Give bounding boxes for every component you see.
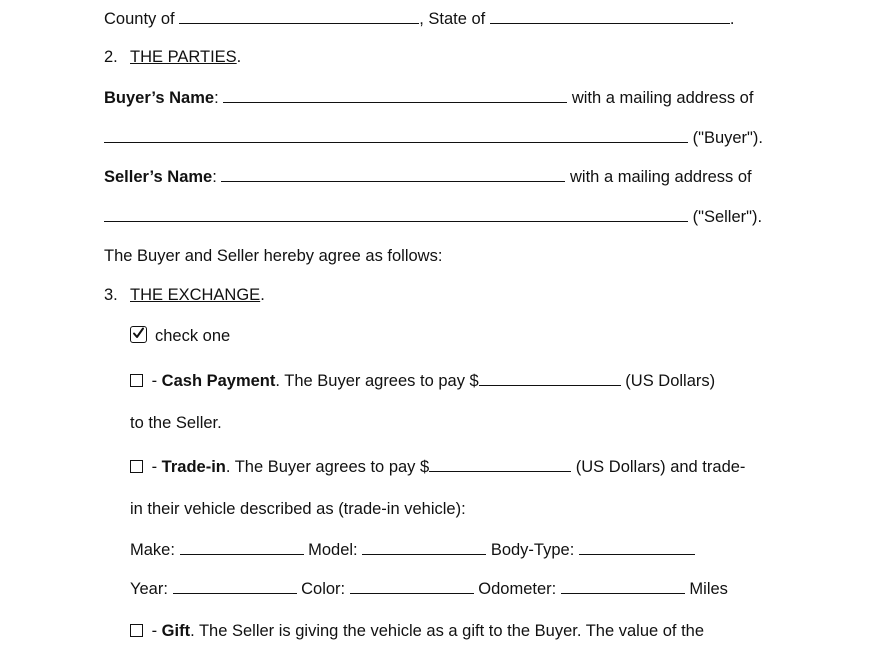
make-model-line (130, 539, 695, 560)
color-label: Color: (296, 580, 350, 598)
cash-checkbox[interactable] (130, 374, 143, 387)
buyer-mailing-text: with a mailing address of (571, 89, 754, 107)
section-2-number: 2. (104, 48, 118, 66)
section-3-number: 3. (104, 286, 118, 304)
odometer-label: Odometer: (473, 580, 561, 598)
trade-in-text: . The Buyer agrees to pay $ (225, 458, 430, 476)
model-field[interactable] (362, 539, 486, 555)
body-type-field[interactable] (579, 539, 695, 555)
end-period: . (729, 10, 735, 28)
year-label: Year: (130, 580, 173, 598)
section-3-heading (104, 285, 265, 305)
state-field[interactable] (490, 8, 730, 24)
trade-in-text-after: (US Dollars) and trade- (571, 458, 746, 476)
trade-in-amount-field[interactable] (429, 456, 571, 472)
gift-line (130, 621, 704, 641)
model-label: Model: (303, 541, 363, 559)
gift-dash: - (147, 622, 162, 640)
color-field[interactable] (350, 578, 474, 594)
body-type-label: Body-Type: (486, 541, 579, 559)
buyer-name-line (104, 87, 753, 108)
section-2-title: THE PARTIES (130, 48, 237, 66)
checkmark-icon (132, 327, 145, 340)
section-2-heading (104, 47, 241, 67)
year-field[interactable] (173, 578, 297, 594)
cash-line-2: to the Seller. (130, 414, 222, 432)
seller-suffix: ("Seller"). (692, 208, 763, 226)
trade-in-label: Trade-in (161, 458, 226, 476)
cash-payment-line (130, 370, 715, 391)
miles-label: Miles (684, 580, 728, 598)
gift-text: . The Seller is giving the vehicle as a gift to the Buyer. The value of the (190, 622, 705, 640)
section-3-title: THE EXCHANGE (130, 286, 261, 304)
seller-name-line (104, 166, 752, 187)
odometer-field[interactable] (561, 578, 685, 594)
cash-label: Cash Payment (161, 372, 276, 390)
gift-checkbox[interactable] (130, 624, 143, 637)
trade-in-line-2: in their vehicle described as (trade-in vehicle): (130, 500, 466, 518)
buyer-address-field[interactable] (104, 127, 688, 143)
buyer-suffix: ("Buyer"). (692, 129, 763, 147)
seller-address-field[interactable] (104, 206, 688, 222)
buyer-name-field[interactable] (223, 87, 567, 103)
trade-in-checkbox[interactable] (130, 460, 143, 473)
trade-in-dash: - (147, 458, 162, 476)
trade-in-line (130, 456, 745, 477)
state-label: , State of (419, 10, 486, 28)
agree-text: The Buyer and Seller hereby agree as follows: (104, 247, 443, 265)
make-label: Make: (130, 541, 180, 559)
make-field[interactable] (180, 539, 304, 555)
cash-text: . The Buyer agrees to pay $ (275, 372, 479, 390)
cash-amount-field[interactable] (479, 370, 621, 386)
seller-name-label: Seller’s Name (104, 168, 213, 186)
seller-colon: : (212, 168, 217, 186)
checked-box-icon[interactable] (130, 326, 147, 343)
cash-dash: - (147, 372, 162, 390)
cash-text-after: (US Dollars) (620, 372, 716, 390)
check-one-text: check one (155, 327, 231, 345)
gift-label: Gift (161, 622, 191, 640)
seller-address-line (104, 206, 762, 227)
buyer-colon: : (214, 89, 219, 107)
county-state-line (104, 8, 734, 29)
year-color-line (130, 578, 728, 599)
check-one-line (130, 326, 230, 346)
seller-mailing-text: with a mailing address of (570, 168, 752, 186)
county-field[interactable] (179, 8, 419, 24)
buyer-name-label: Buyer’s Name (104, 89, 215, 107)
seller-name-field[interactable] (221, 166, 565, 182)
section-2-title-period: . (236, 48, 242, 66)
section-3-title-period: . (260, 286, 265, 304)
county-label: County of (104, 10, 175, 28)
buyer-address-line (104, 127, 763, 148)
